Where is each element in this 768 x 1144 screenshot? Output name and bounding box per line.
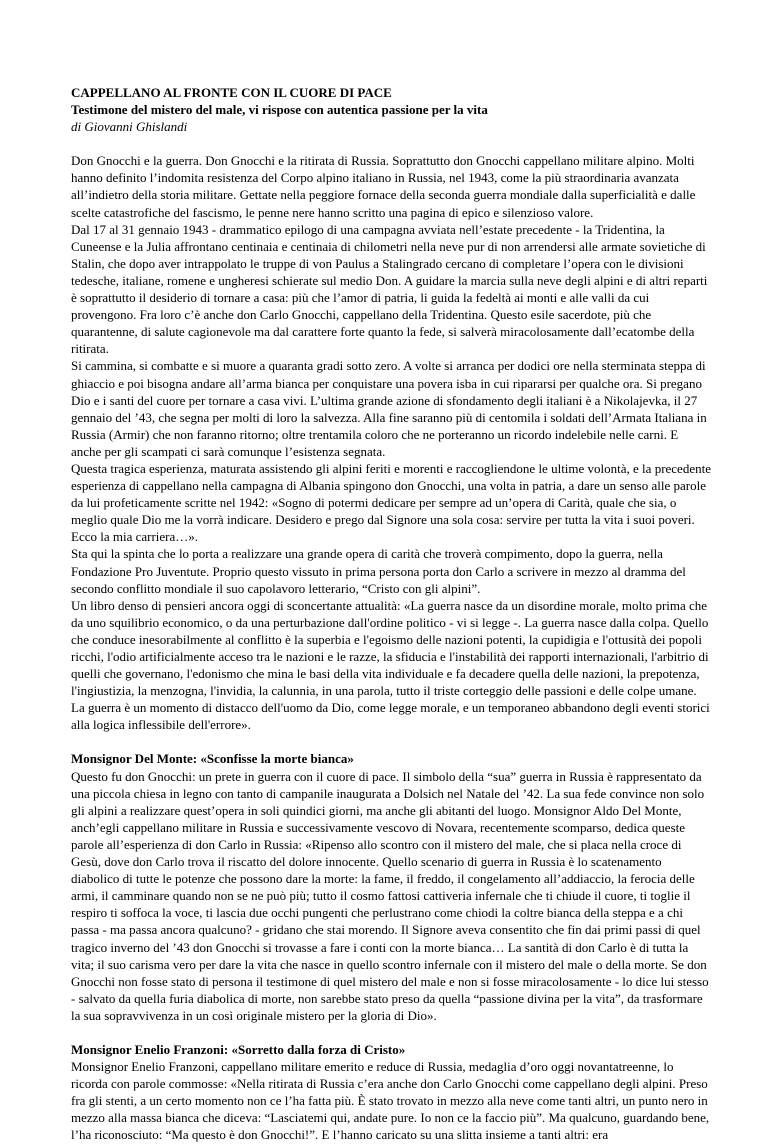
spacer — [71, 135, 711, 152]
intro-paragraph-6: Un libro denso di pensieri ancora oggi di sconcertante attualità: «La guerra nasce da un disordine morale, molto prima che da uno squilibrio economico, o da una perturbazione dall'ordine politico - vi si legge -. La guerra nasce dalla colpa. Quello che conduce inesorabilmente al conflitto è la superbia e l'egoismo delle nazioni potenti, la cupidigia e l'ottusità dei popoli ricchi, l'odio artificialmente acceso tra le nazioni e le razze, la sfiducia e l'instabilità dei rapporti internazionali, l'arbitrio di quelli che governano, l'edonismo che mina le basi della vita individuale e fa decadere quella delle nazioni, la prepotenza, l'ingiustizia, la menzogna, l'invidia, la calunnia, in una parola, tutto il triste corteggio delle passioni e delle colpe umane. La guerra è un momento di distacco dell'uomo da Dio, come legge morale, e un temporaneo abbandono degli eventi storici alla logica inflessibile dell'errore». — [71, 597, 710, 733]
intro-paragraph-3: Si cammina, si combatte e si muore a quaranta gradi sotto zero. A volte si arranca per dodici ore nella sterminata steppa di ghiaccio e poi bisogna andare all’arma bianca per conquistare una povera isba in cui ripararsi per qualche ora. Si pregano Dio e i santi del cuore per tornare a casa vivi. L’ultima grande azione di sfondamento degli italiani è a Nikolajevka, il 27 gennaio del ’43, che segna per molti di loro la salvezza. Alla fine saranno più di centomila i soldati dell’Armata Italiana in Russia (Armir) che non faranno ritorno; oltre trentamila coloro che ne porteranno un ricordo indelebile nelle carni. E anche per gli scampati ci sarà comunque l’esistenza segnata. — [71, 358, 707, 459]
section-paragraph: Questo fu don Gnocchi: un prete in guerra con il cuore di pace. Il simbolo della “sua” guerra in Russia è rappresentato da una piccola chiesa in legno con tanto di campanile inaugurata a Dolsich nel Natale del ’42. La sua fede convince non solo gli alpini a realizzare quest’opera in soli quindici giorni, ma anche gli abitanti del luogo. Monsignor Aldo Del Monte, anch’egli cappellano militare in Russia e successivamente vescovo di Novara, recentemente scomparso, dedica queste parole all’esperienza di don Carlo in Russia: «Ripenso allo scontro con il mistero del male, che si placa nella croce di Gesù, dove don Carlo trova il riscatto del dolore innocente. Quello scenario di guerra in Russia è lo scatenamento diabolico di tutte le potenze che possono dare la morte: la fame, il freddo, il congelamento all’addiaccio, la ferocia delle armi, il camminare quando non se ne può più; tutto il cosmo fattosi cattiveria infernale che ti chiude il cuore, ti toglie il respiro ti soffoca la voce, ti lascia due occhi pungenti che perlustrano come chiodi la coltre bianca della steppa e a chi passa - ma passa ancora qualcuno? - gridano che stai morendo. Il Signore aveva consentito che fin dai primi passi di quel tragico inverno del ’43 don Gnocchi si trovasse a fare i conti con la morte bianca… La santità di don Carlo è di tutta la vita; il suo carisma vero per dare la vita che nasce in quello scontro infernale con il mistero del male o della morte. Se don Gnocchi non fosse stato di persona il testimone di quel mistero del male e non si fosse miracolosamente - lo dice lui stesso - salvato da quella furia diabolica di morte, non sarebbe stato preso da quella “passione divina per la vita”, da trasformare la sua sopravvivenza in un così originale mistero per la gloria di Dio». — [71, 768, 709, 1023]
intro-paragraph-5: Sta qui la spinta che lo porta a realizzare una grande opera di carità che troverà compimento, dopo la guerra, nella Fondazione Pro Juventute. Proprio questo vissuto in prima persona porta don Carlo a scrivere in mezzo al dramma del secondo conflitto mondiale il suo capolavoro letterario, “Cristo con gli alpini”. — [71, 546, 686, 596]
intro-paragraph-4: Questa tragica esperienza, maturata assistendo gli alpini feriti e morenti e raccogliendone le ultime volontà, e la precedente esperienza di cappellano nella campagna di Albania spingono don Gnocchi, una volta in patria, a dare un senso alle parole da lui profeticamente scritte nel 1942: «Sogno di potermi dedicare per sempre ad un’opera di Carità, quale che sia, o meglio quale Dio me la vorrà indicare. Desidero e prego dal Signore una sola cosa: servire per tutta la vita i suoi poveri. Ecco la mia carriera…». — [71, 460, 711, 545]
article — [71, 84, 711, 1144]
article-byline: di Giovanni Ghislandi — [71, 119, 188, 135]
article-title: CAPPELLANO AL FRONTE CON IL CUORE DI PACE — [71, 85, 392, 100]
intro-paragraph-2: Dal 17 al 31 gennaio 1943 - drammatico epilogo di una campagna avviata nell’estate precedente - la Tridentina, la Cuneense e la Julia affrontano centinaia e centinaia di chilometri nella neve pur di non arrendersi alle armate sovietiche di Stalin, che dopo aver intrappolato le truppe di von Paulus a Stalingrado cercano di completare l’opera con le divisioni tedesche, italiane, romene e ungheresi schierate sul medio Don. A guidare la marcia sulla neve degli alpini e di altri reparti è soprattutto il desiderio di tornare a casa: più che l’amor di patria, li guida la fedeltà ai monti e alle valli da cui provengono. Fra loro c’è anche don Carlo Gnocchi, cappellano della Tridentina. Questo esile sacerdote, più che quarantenne, di salute cagionevole ma dal carattere forte quanto la fede, si salverà miracolosamente dall’ecatombe della ritirata. — [71, 221, 708, 357]
section-del-monte — [71, 750, 711, 1024]
section-paragraph: Monsignor Enelio Franzoni, cappellano militare emerito e reduce di Russia, medaglia d’oro oggi novantatreenne, lo ricorda con parole commosse: «Nella ritirata di Russia c’era anche don Carlo Gnocchi come cappellano degli alpini. Preso fra gli stenti, a un certo momento non ce l’ha fatta più. È stato trovato in mezzo alla neve come tanti altri, un punto nero in mezzo alla massa bianca che diceva: “Lasciatemi qui, andate pure. Io non ce la faccio più”. Ma qualcuno, guardando bene, l’ha riconosciuto: “Ma questo è don Gnocchi!”. E l’hanno caricato su una slitta insieme a tanti altri: era — [71, 1059, 710, 1143]
section-heading: Monsignor Del Monte: «Sconfisse la morte bianca» — [71, 751, 354, 767]
intro-paragraph-1: Don Gnocchi e la guerra. Don Gnocchi e la ritirata di Russia. Soprattutto don Gnocchi cappellano militare alpino. Molti hanno definito l’indomita resistenza del Corpo alpino italiano in Russia, nel 1943, come la più straordinaria avanzata all’indietro della storia militare. Gettate nella peggiore fornace della seconda guerra mondiale dalla superficialità e dalle scelte catastrofiche del fascismo, le penne nere hanno scritto una pagina di epico e silenzioso valore. — [71, 153, 696, 220]
article-subtitle: Testimone del mistero del male, vi rispose con autentica passione per la vita — [71, 102, 488, 118]
section-franzoni — [71, 1041, 711, 1144]
section-heading: Monsignor Enelio Franzoni: «Sorretto dalla forza di Cristo» — [71, 1041, 406, 1057]
